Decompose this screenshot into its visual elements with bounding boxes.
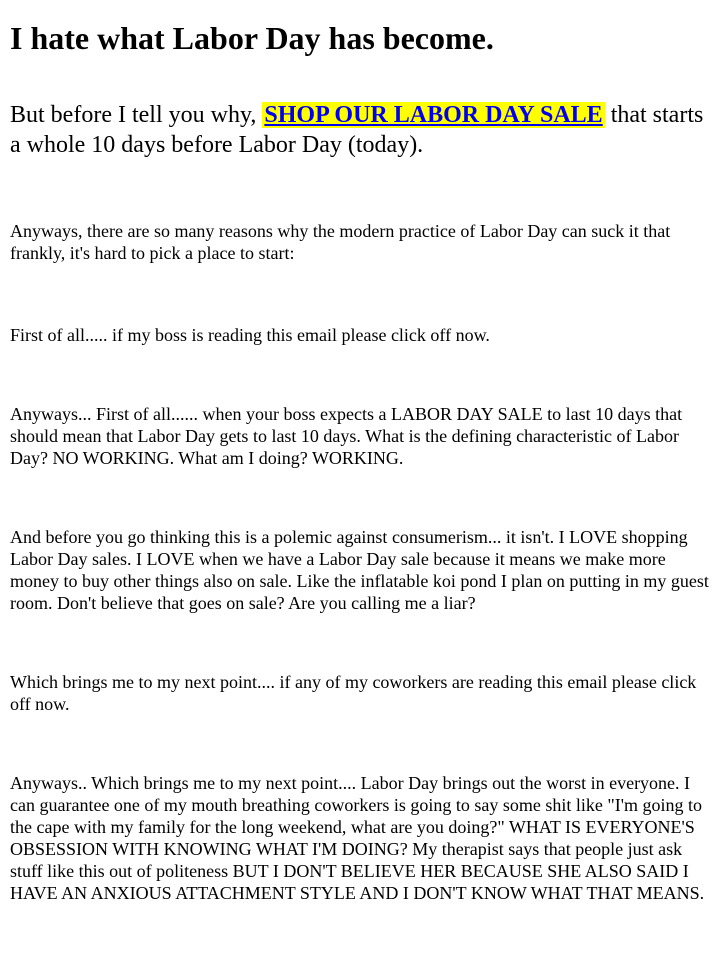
intro-text-after: that starts a whole 10 days before Labor Day (today). <box>10 102 704 158</box>
body-paragraph-6: Anyways.. Which brings me to my next point.... Labor Day brings out the worst in everyone. I can guarantee one of my mouth breathing coworkers is going to say some shit like "I'm going to the cape with my family for the long weekend, what are you doing?" WHAT IS EVERYONE'S OBSESSION WITH KNOWING WHAT I'M DOING? My therapist says that people just ask stuff like this out of politeness BUT I DON'T BELIEVE HER BECAUSE SHE ALSO SAID I HAVE AN ANXIOUS ATTACHMENT STYLE AND I DON'T KNOW WHAT THAT MEANS. <box>10 773 705 903</box>
body-paragraph-2: First of all..... if my boss is reading this email please click off now. <box>10 325 490 345</box>
intro-paragraph <box>10 100 710 160</box>
intro-text-before: But before I tell you why, <box>10 102 263 128</box>
body-paragraph-3: Anyways... First of all...... when your boss expects a LABOR DAY SALE to last 10 days that should mean that Labor Day gets to last 10 days. What is the defining characteristic of Labor Day? NO WORKING. What am I doing? WORKING. <box>10 404 683 468</box>
shop-sale-link[interactable]: SHOP OUR LABOR DAY SALE <box>264 102 603 128</box>
body-paragraph-1: Anyways, there are so many reasons why the modern practice of Labor Day can suck it that frankly, it's hard to pick a place to start: <box>10 221 671 263</box>
email-heading: I hate what Labor Day has become. <box>10 20 494 56</box>
body-paragraph-5: Which brings me to my next point.... if any of my coworkers are reading this email please click off now. <box>10 672 697 714</box>
body-paragraph-4: And before you go thinking this is a polemic against consumerism... it isn't. I LOVE shopping Labor Day sales. I LOVE when we have a Labor Day sale because it means we make more money to buy other things also on sale. Like the inflatable koi pond I plan on putting in my guest room. Don't believe that goes on sale? Are you calling me a liar? <box>10 527 709 613</box>
